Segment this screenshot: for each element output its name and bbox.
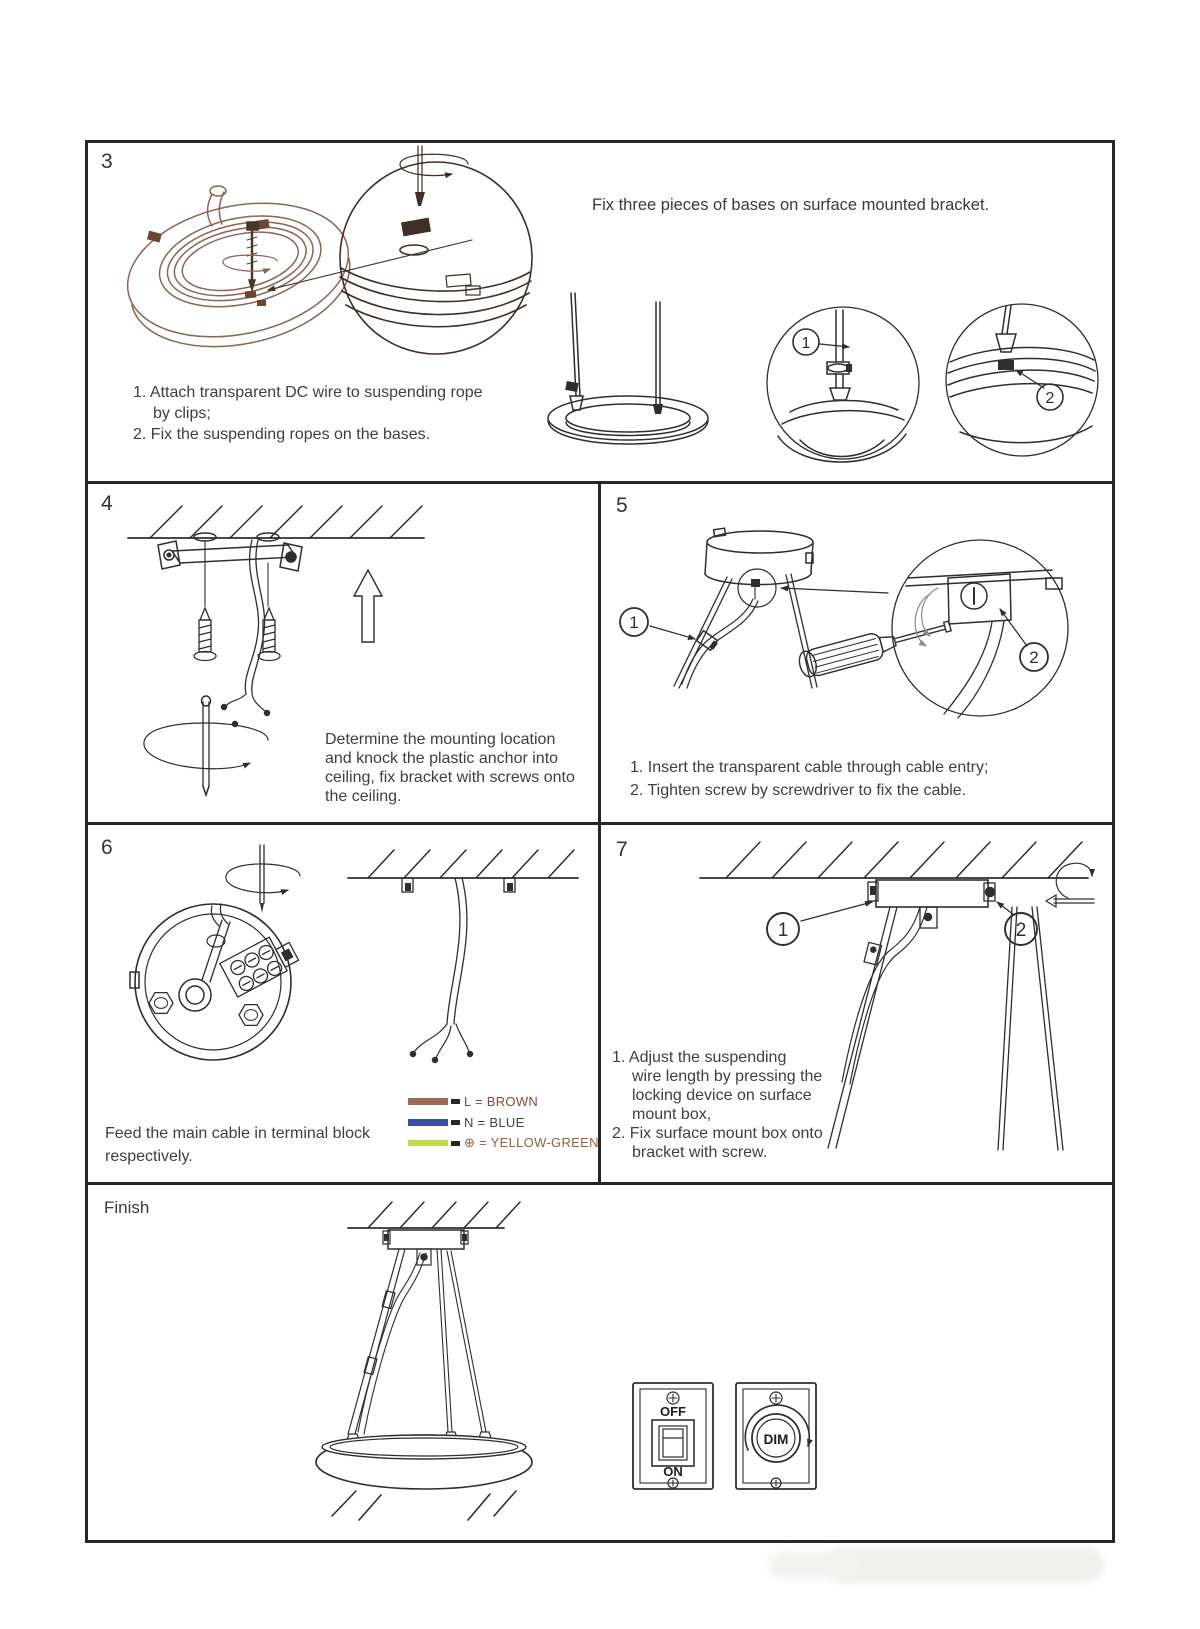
step-line: 1. Insert the transparent cable through cable entry; xyxy=(630,759,989,776)
legend-row-neutral xyxy=(408,1116,525,1128)
wire-swatch-blue xyxy=(408,1119,448,1126)
legend-label-live: L = BROWN xyxy=(464,1093,539,1109)
svg-text:1: 1 xyxy=(629,613,639,632)
svg-text:2: 2 xyxy=(1029,648,1039,667)
section5-number: 5 xyxy=(616,494,628,517)
section7-text xyxy=(612,1048,823,1162)
section4-text xyxy=(325,730,575,806)
text-line: and knock the plastic anchor into xyxy=(325,750,559,767)
switch-on-label: ON xyxy=(663,1464,683,1479)
step-line: locking device on surface xyxy=(632,1087,812,1104)
text-line: Feed the main cable in terminal block xyxy=(105,1125,371,1142)
text-line: ceiling, fix bracket with screws onto xyxy=(325,769,575,786)
step-line: wire length by pressing the xyxy=(632,1068,823,1085)
section3-steps xyxy=(133,382,483,445)
wire-swatch-yellow-green xyxy=(408,1140,448,1146)
section3-number: 3 xyxy=(101,150,113,173)
finish-label: Finish xyxy=(104,1198,150,1217)
step-line: bracket with screw. xyxy=(632,1144,768,1161)
divider-column xyxy=(598,482,601,1183)
text-line: the ceiling. xyxy=(325,788,402,805)
step-line: 1. Adjust the suspending xyxy=(612,1049,787,1066)
watermark-smudge xyxy=(826,1548,1104,1582)
section5-steps xyxy=(630,756,988,802)
section6-text xyxy=(105,1122,370,1168)
step-line: 2. Tighten screw by screwdriver to fix the cable. xyxy=(630,782,967,799)
section6-number: 6 xyxy=(101,836,113,859)
legend-label-earth: ⊕ = YELLOW-GREEN xyxy=(464,1135,599,1150)
legend-row-live xyxy=(408,1095,538,1107)
section3-heading: Fix three pieces of bases on surface mounted bracket. xyxy=(592,196,990,214)
watermark-smudge-small xyxy=(770,1552,860,1578)
svg-text:2: 2 xyxy=(1015,920,1027,941)
svg-text:1: 1 xyxy=(801,335,811,352)
section7-number: 7 xyxy=(616,838,628,861)
legend-row-earth xyxy=(408,1137,599,1149)
wire-swatch-brown xyxy=(408,1098,448,1105)
step-line: 2. Fix surface mount box onto xyxy=(612,1125,823,1142)
switch-off-label: OFF xyxy=(660,1404,686,1419)
text-line: respectively. xyxy=(105,1148,193,1165)
svg-text:1: 1 xyxy=(777,920,789,941)
step-line: by clips; xyxy=(153,405,211,422)
legend-label-neutral: N = BLUE xyxy=(464,1114,525,1130)
text-line: Determine the mounting location xyxy=(325,731,556,748)
section4-number: 4 xyxy=(101,492,113,515)
step-line: 2. Fix the suspending ropes on the bases. xyxy=(133,426,431,443)
dimmer-label: DIM xyxy=(763,1432,789,1447)
step-line: 1. Attach transparent DC wire to suspending rope xyxy=(133,384,483,401)
svg-text:2: 2 xyxy=(1045,390,1055,407)
step-line: mount box, xyxy=(632,1106,712,1123)
